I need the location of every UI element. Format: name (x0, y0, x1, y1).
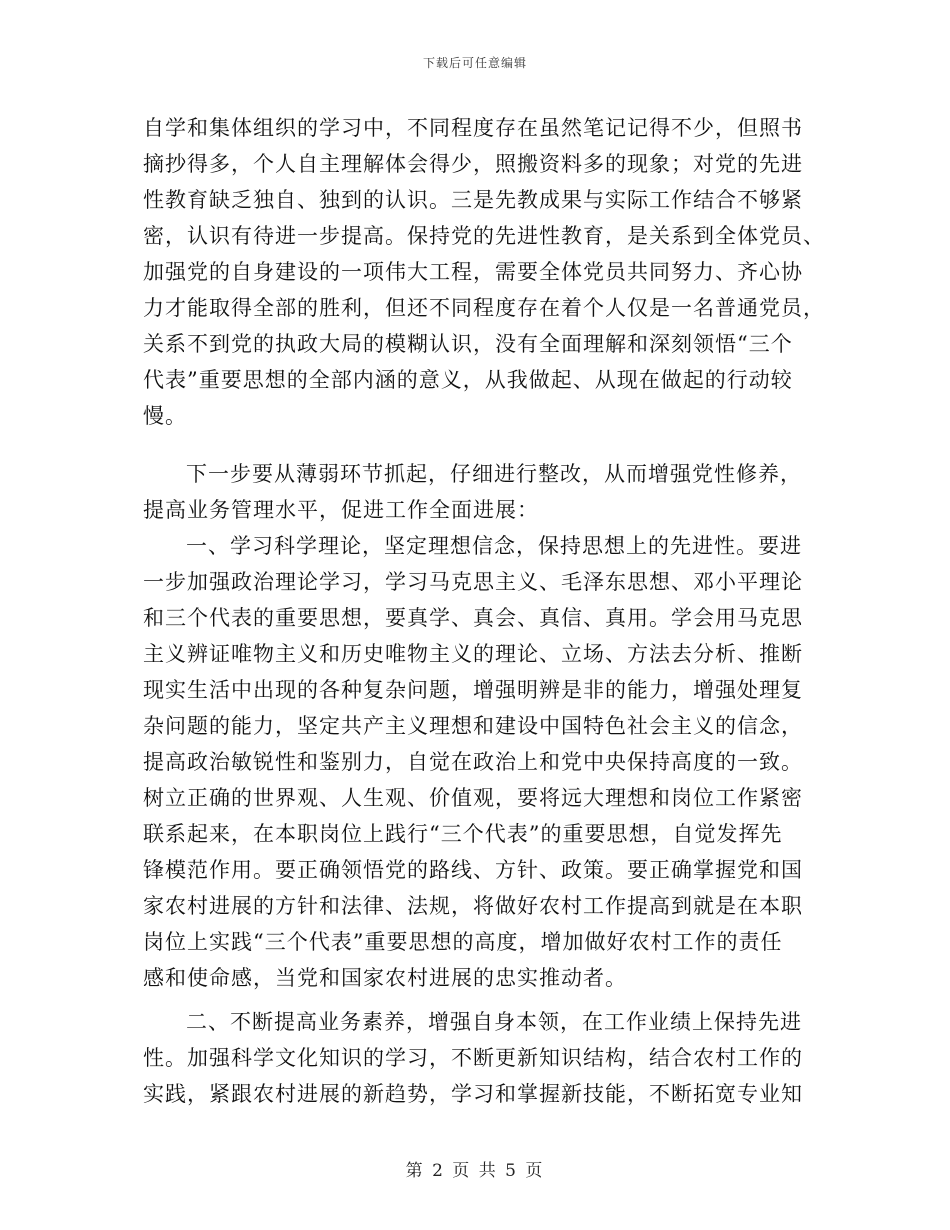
text-line: 树立正确的世界观、人生观、价值观，要将远大理想和岗位工作紧密 (143, 786, 803, 810)
text-line: 自学和集体组织的学习中，不同程度存在虽然笔记记得不少，但照书 (143, 116, 803, 140)
text-line: 下一步要从薄弱环节抓起，仔细进行整改，从而增强党性修养， (186, 462, 802, 486)
text-line: 和三个代表的重要思想，要真学、真会、真信、真用。学会用马克思 (143, 606, 803, 630)
text-line: 密，认识有待进一步提高。保持党的先进性教育，是关系到全体党员、 (143, 224, 825, 248)
text-line: 性。加强科学文化知识的学习，不断更新知识结构，结合农村工作的 (143, 1046, 803, 1070)
text-line: 慢。 (143, 404, 187, 428)
text-line: 锋模范作用。要正确领悟党的路线、方针、政策。要正确掌握党和国 (143, 858, 803, 882)
text-line: 实践，紧跟农村进展的新趋势，学习和掌握新技能，不断拓宽专业知 (143, 1082, 803, 1106)
text-line: 主义辨证唯物主义和历史唯物主义的理论、立场、方法去分析、推断 (143, 642, 803, 666)
page-footer: 第 2 页 共 5 页 (405, 1161, 545, 1181)
text-line: 现实生活中出现的各种复杂问题，增强明辨是非的能力，增强处理复 (143, 678, 803, 702)
text-line: 加强党的自身建设的一项伟大工程，需要全体党员共同努力、齐心协 (143, 260, 803, 284)
text-line: 家农村进展的方针和法律、法规，将做好农村工作提高到就是在本职 (143, 894, 803, 918)
page-header: 下载后可任意编辑 (422, 56, 527, 70)
text-line: 一、学习科学理论，坚定理想信念，保持思想上的先进性。要进 (186, 534, 802, 558)
text-line: 一步加强政治理论学习，学习马克思主义、毛泽东思想、邓小平理论 (143, 570, 803, 594)
text-line: 关系不到党的执政大局的模糊认识，没有全面理解和深刻领悟“三个 (143, 332, 793, 356)
text-line: 联系起来，在本职岗位上践行“三个代表”的重要思想，自觉发挥先 (143, 822, 783, 846)
text-line: 杂问题的能力，坚定共产主义理想和建设中国特色社会主义的信念， (143, 714, 803, 738)
text-line: 提高业务管理水平，促进工作全面进展： (143, 498, 539, 522)
text-line: 提高政治敏锐性和鉴别力，自觉在政治上和党中央保持高度的一致。 (143, 750, 803, 774)
text-line: 摘抄得多，个人自主理解体会得少，照搬资料多的现象；对党的先进 (143, 152, 803, 176)
text-line: 岗位上实践“三个代表”重要思想的高度，增加做好农村工作的责任 (143, 930, 783, 954)
text-line: 性教育缺乏独自、独到的认识。三是先教成果与实际工作结合不够紧 (143, 188, 803, 212)
text-line: 力才能取得全部的胜利，但还不同程度存在着个人仅是一名普通党员， (143, 296, 825, 320)
text-line: 代表”重要思想的全部内涵的意义，从我做起、从现在做起的行动较 (143, 368, 793, 392)
text-line: 感和使命感，当党和国家农村进展的忠实推动者。 (143, 966, 627, 990)
text-line: 二、不断提高业务素养，增强自身本领，在工作业绩上保持先进 (186, 1010, 802, 1034)
